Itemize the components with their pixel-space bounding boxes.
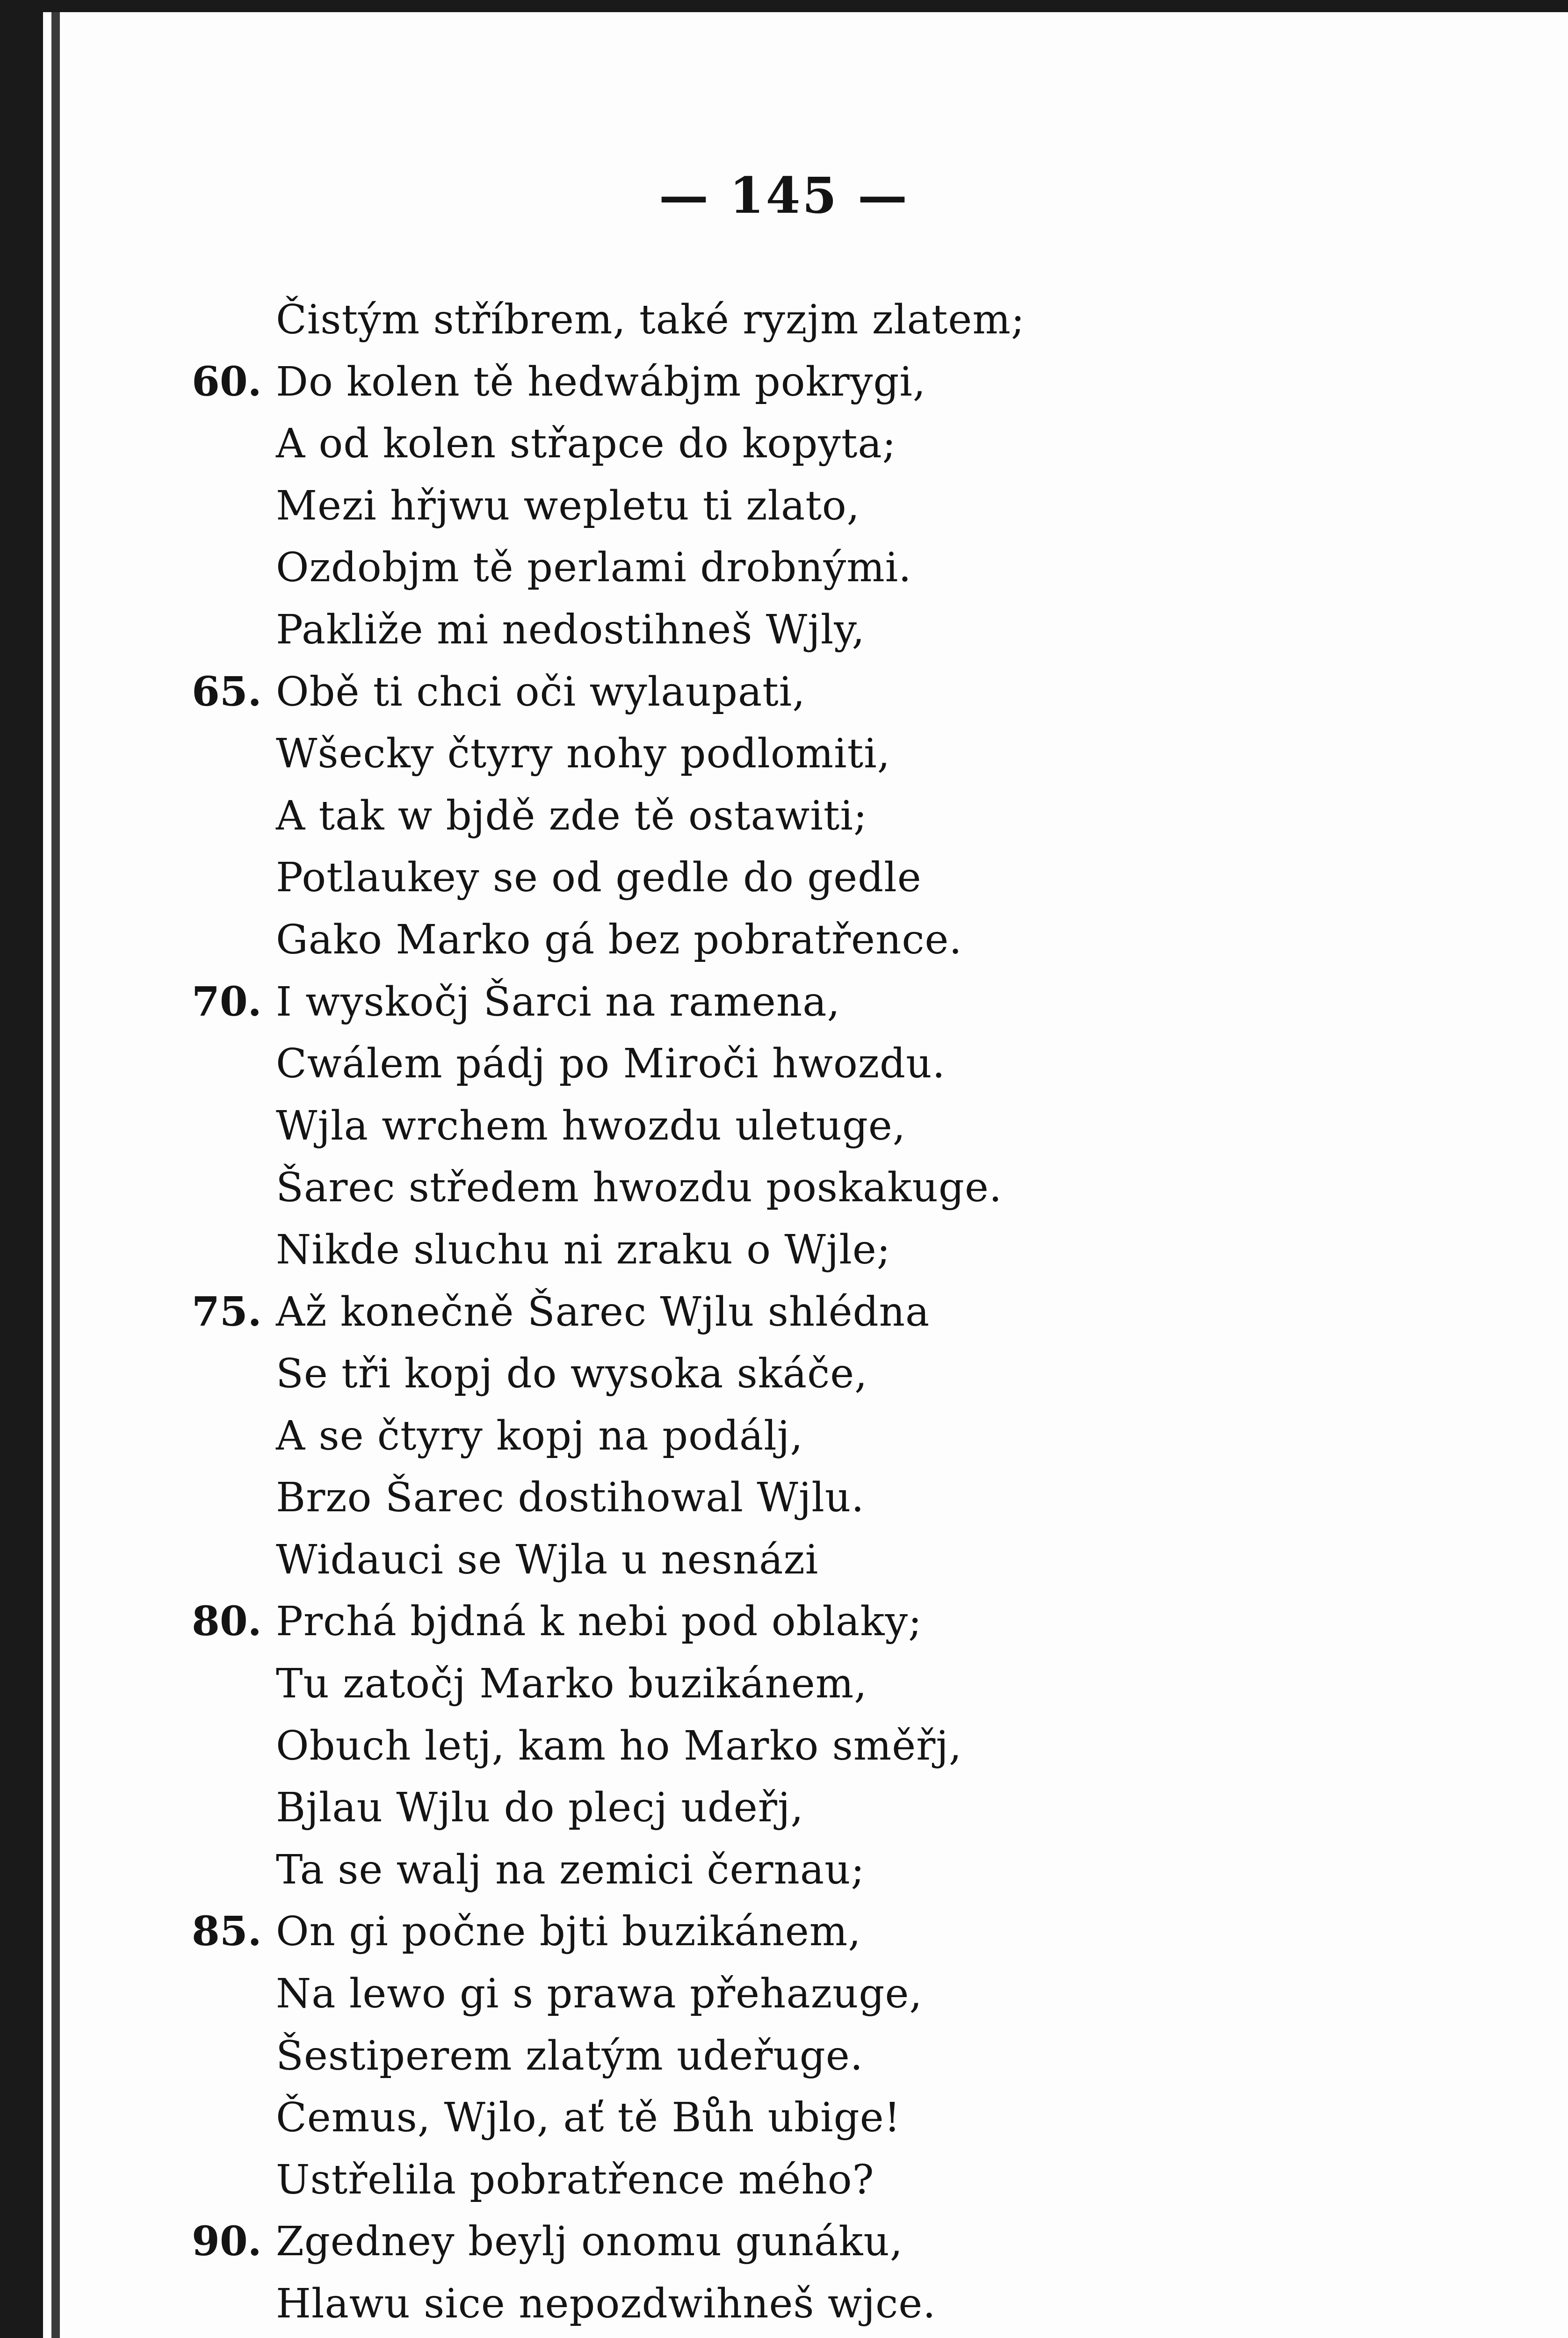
verse-text: I wyskočj Šarci na ramena,: [276, 978, 840, 1025]
verse-text: Ustřelila pobratřence mého?: [276, 2156, 874, 2203]
verse-text: Pakliže mi nedostihneš Wjly,: [276, 606, 865, 653]
verse-line: [0, 1343, 1568, 1405]
verse-text: Na lewo gi s prawa přehazuge,: [276, 1970, 923, 2018]
verse-text: Brzo Šarec dostihowal Wjlu.: [276, 1474, 865, 1522]
verse-text: Nikde sluchu ni zraku o Wjle;: [276, 1226, 891, 1273]
verse-text: Až konečně Šarec Wjlu shlédna: [276, 1288, 930, 1335]
verse-number: 90.: [192, 2218, 262, 2266]
verse-text: Gako Marko gá bez pobratřence.: [276, 916, 962, 963]
verse-text: Obuch letj, kam ho Marko směřj,: [276, 1722, 962, 1769]
verse-list: [0, 289, 1568, 2338]
verse-line: [0, 1033, 1568, 1095]
verse-text: Bjlau Wjlu do plecj udeřj,: [276, 1784, 804, 1832]
verse-text: Widauci se Wjla u nesnázi: [276, 1536, 819, 1583]
verse-text: Šestiperem zlatým udeřuge.: [276, 2032, 864, 2079]
verse-text: Cwálem pádj po Miroči hwozdu.: [276, 1040, 946, 1088]
verse-text: Obě ti chci oči wylaupati,: [276, 668, 806, 715]
verse-text: A se čtyry kopj na podálj,: [276, 1412, 803, 1459]
verse-text: A od kolen střapce do kopyta;: [276, 420, 896, 468]
verse-text: Do kolen tě hedwábjm pokrygi,: [276, 358, 926, 405]
verse-line: [0, 2149, 1568, 2211]
verse-line: [0, 1715, 1568, 1777]
verse-line: [0, 1095, 1568, 1157]
verse-line: [0, 1467, 1568, 1529]
verse-number: 60.: [192, 358, 262, 405]
verse-line: [0, 971, 1568, 1033]
verse-text: Potlaukey se od gedle do gedle: [276, 854, 922, 902]
verse-text: Ta se walj na zemici černau;: [276, 1846, 865, 1893]
verse-text: Čistým stříbrem, také ryzjm zlatem;: [276, 296, 1025, 343]
scan-border-top: [0, 0, 1568, 12]
verse-text: Wjla wrchem hwozdu uletuge,: [276, 1102, 906, 1149]
verse-text: Čemus, Wjlo, ať tě Bůh ubige!: [276, 2094, 901, 2142]
verse-text: [276, 2335, 958, 2338]
verse-text: A tak w bjdě zde tě ostawiti;: [276, 792, 867, 839]
verse-line: [0, 1839, 1568, 1901]
verse-line: [0, 1777, 1568, 1839]
verse-line: [0, 661, 1568, 723]
verse-line: [0, 2273, 1568, 2335]
verse-text: Ozdobjm tě perlami drobnými.: [276, 544, 912, 592]
verse-number: 65.: [192, 668, 262, 715]
verse-number: 85.: [192, 1908, 262, 1956]
verse-text: Zgedney beylj onomu gunáku,: [276, 2218, 903, 2266]
verse-line: [0, 413, 1568, 475]
verse-line: [0, 1281, 1568, 1343]
verse-text: Se tři kopj do wysoka skáče,: [276, 1350, 868, 1398]
verse-number: 70.: [192, 978, 262, 1025]
verse-text: Tu zatočj Marko buzikánem,: [276, 1660, 867, 1708]
verse-line: [0, 1963, 1568, 2025]
verse-number: 75.: [192, 1288, 262, 1335]
verse-line: [0, 1591, 1568, 1653]
verse-line: [0, 909, 1568, 971]
verse-line: [0, 2025, 1568, 2087]
verse-text: Šarec středem hwozdu poskakuge.: [276, 1164, 1003, 1212]
verse-line: [0, 1653, 1568, 1715]
verse-line: [0, 1901, 1568, 1963]
verse-line: [0, 723, 1568, 785]
verse-line: [0, 2211, 1568, 2273]
verse-line: [0, 847, 1568, 909]
verse-line: [0, 289, 1568, 351]
verse-text: Wšecky čtyry nohy podlomiti,: [276, 730, 891, 778]
verse-line: [0, 2335, 1568, 2338]
verse-line: [0, 1157, 1568, 1219]
verse-line: [0, 785, 1568, 847]
verse-number: 80.: [192, 1598, 262, 1645]
verse-line: [0, 351, 1568, 413]
verse-text: On gi počne bjti buzikánem,: [276, 1908, 861, 1956]
verse-line: [0, 2087, 1568, 2149]
verse-line: [0, 1219, 1568, 1281]
verse-text: Prchá bjdná k nebi pod oblaky;: [276, 1598, 923, 1645]
verse-text: Mezi hřjwu wepletu ti zlato,: [276, 482, 860, 529]
verse-line: [0, 599, 1568, 661]
verse-line: [0, 475, 1568, 537]
verse-line: [0, 1405, 1568, 1467]
verse-line: [0, 537, 1568, 599]
page-number: — 145 —: [658, 166, 910, 224]
verse-text: Hlawu sice nepozdwihneš wjce.: [276, 2280, 936, 2327]
verse-line: [0, 1529, 1568, 1591]
